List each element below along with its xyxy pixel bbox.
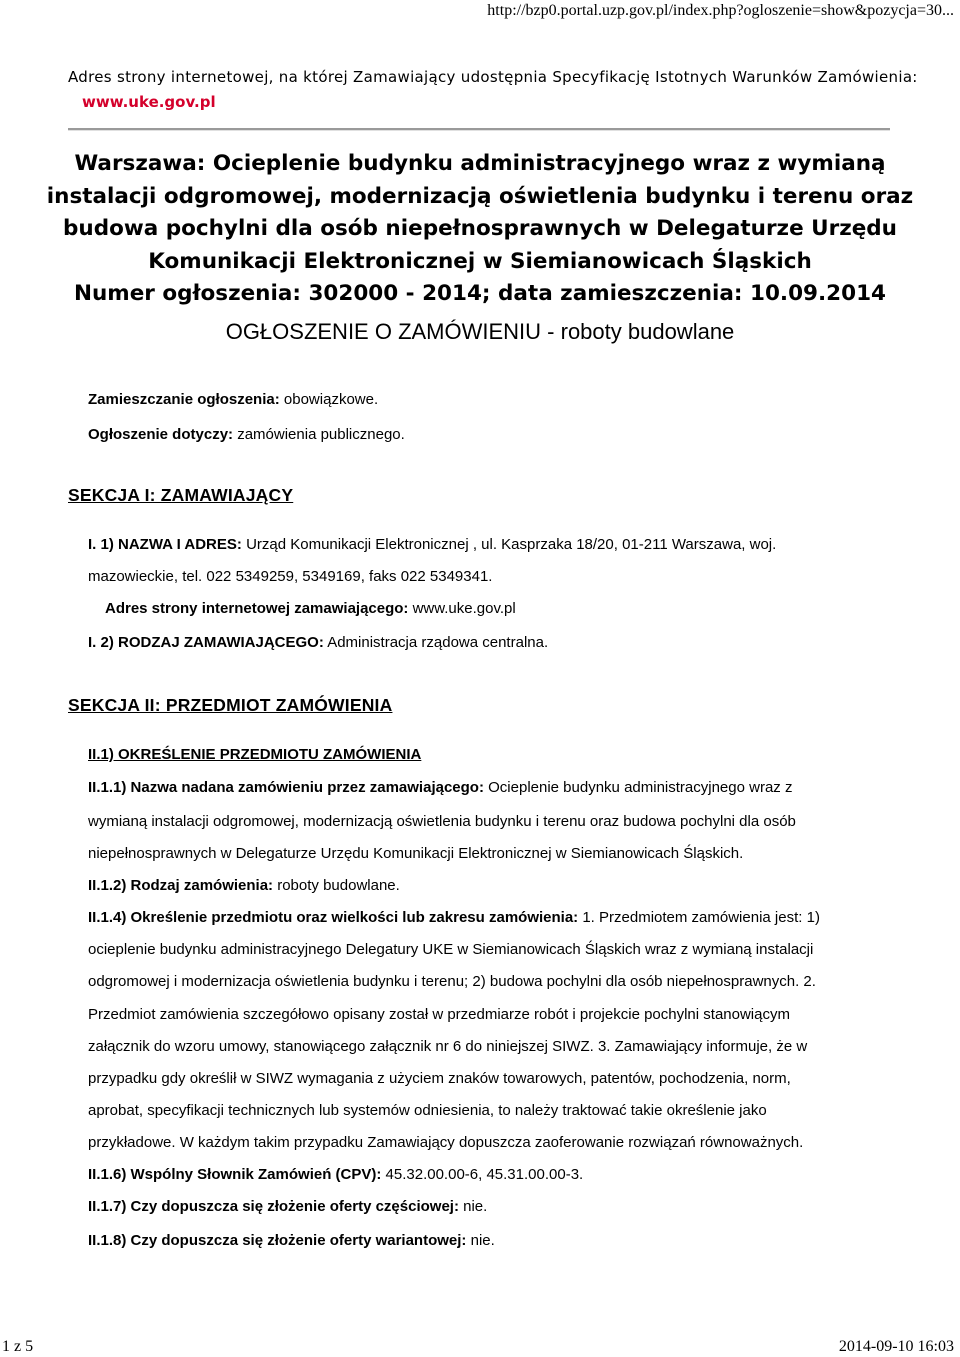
siwz-link[interactable]: www.uke.gov.pl	[82, 93, 216, 111]
partial-offer-label: II.1.7) Czy dopuszcza się złożenie oferty częściowej:	[88, 1198, 459, 1215]
contracting-name-value: Urząd Komunikacji Elektronicznej , ul. Kasprzaka 18/20, 01-211 Warszawa, woj.	[246, 536, 777, 553]
notice-title	[40, 148, 920, 311]
print-datetime: 2014-09-10 16:03	[838, 1338, 954, 1355]
scope-line: odgromowej i modernizacja oświetlenia budynku i terenu; 2) budowa pochylni dla osób niepełnosprawnych. 2.	[88, 973, 816, 990]
contract-kind-row	[88, 877, 400, 894]
website-label: Adres strony internetowej zamawiającego:	[105, 600, 409, 617]
contracting-website-row	[105, 600, 516, 617]
website-value: www.uke.gov.pl	[412, 600, 516, 617]
publication-value: obowiązkowe.	[283, 391, 379, 408]
contracting-type-value: Administracja rządowa centralna.	[327, 634, 549, 651]
section-1-heading: SEKCJA I: ZAMAWIAJĄCY	[68, 485, 294, 505]
partial-offer-row	[88, 1198, 487, 1215]
variant-offer-label: II.1.8) Czy dopuszcza się złożenie oferty wariantowej:	[88, 1232, 467, 1249]
scope-row	[88, 909, 820, 926]
title-line: instalacji odgromowej, modernizacją oświetlenia budynku i terenu oraz	[46, 183, 914, 209]
publication-row	[88, 391, 378, 408]
variant-offer-row	[88, 1232, 495, 1249]
divider	[68, 128, 890, 131]
notice-number-line: Numer ogłoszenia: 302000 - 2014; data zamieszczenia: 10.09.2014	[74, 281, 886, 306]
contract-kind-value: roboty budowlane.	[277, 877, 400, 894]
cpv-row	[88, 1166, 583, 1183]
contract-name-row	[88, 779, 792, 796]
contract-name-line: wymianą instalacji odgromowej, modernizacją oświetlenia budynku i terenu oraz budowa pochylni dla osób	[88, 813, 796, 830]
variant-offer-value: nie.	[470, 1232, 495, 1249]
cpv-label: II.1.6) Wspólny Słownik Zamówień (CPV):	[88, 1166, 382, 1183]
contracting-name-label: I. 1) NAZWA I ADRES:	[88, 536, 242, 553]
print-header-url: http://bzp0.portal.uzp.gov.pl/index.php?ogloszenie=show&pozycja=30...	[487, 2, 954, 19]
scope-line: załącznik do wzoru umowy, stanowiącego załącznik nr 6 do niniejszej SIWZ. 3. Zamawiający informuje, że w	[88, 1038, 808, 1055]
concerns-value: zamówienia publicznego.	[237, 426, 405, 443]
title-line: Komunikacji Elektronicznej w Siemianowicach Śląskich	[148, 248, 812, 274]
notice-type: OGŁOSZENIE O ZAMÓWIENIU - roboty budowlane	[225, 319, 735, 344]
scope-line: Przedmiot zamówienia szczegółowo opisany został w przedmiarze robót i projekcie pochylni stanowiącym	[88, 1006, 790, 1023]
title-line: budowa pochylni dla osób niepełnosprawnych w Delegaturze Urzędu	[63, 216, 897, 241]
scope-value: 1. Przedmiotem zamówienia jest: 1)	[582, 909, 820, 926]
section-2-1-heading: II.1) OKREŚLENIE PRZEDMIOTU ZAMÓWIENIA	[88, 746, 422, 763]
title-line: Warszawa: Ocieplenie budynku administracyjnego wraz z wymianą	[74, 151, 886, 176]
siwz-intro-text: Adres strony internetowej, na której Zamawiający udostępnia Specyfikację Istotnych Warunków Zamówienia:	[68, 68, 918, 86]
contracting-name-row	[88, 536, 776, 553]
partial-offer-value: nie.	[463, 1198, 488, 1215]
contracting-type-label: I. 2) RODZAJ ZAMAWIAJĄCEGO:	[88, 634, 324, 651]
scope-line: ocieplenie budynku administracyjnego Delegatury UKE w Siemianowicach Śląskich wraz z wymianą instalacji	[88, 941, 814, 958]
contracting-type-row	[88, 634, 548, 651]
scope-line: aprobat, specyfikacji technicznych lub systemów odniesienia, to należy traktować takie określenie jako	[88, 1102, 767, 1119]
contract-name-label: II.1.1) Nazwa nadana zamówieniu przez zamawiającego:	[88, 779, 484, 796]
section-2-heading: SEKCJA II: PRZEDMIOT ZAMÓWIENIA	[68, 695, 393, 715]
cpv-value: 45.32.00.00-6, 45.31.00.00-3.	[385, 1166, 584, 1183]
contract-name-line: niepełnosprawnych w Delegaturze Urzędu Komunikacji Elektronicznej w Siemianowicach Śląskich.	[88, 845, 744, 862]
publication-label: Zamieszczanie ogłoszenia:	[88, 391, 280, 408]
contract-name-value: Ocieplenie budynku administracyjnego wraz z	[488, 779, 793, 796]
concerns-row	[88, 426, 405, 443]
scope-label: II.1.4) Określenie przedmiotu oraz wielkości lub zakresu zamówienia:	[88, 909, 579, 926]
contracting-address-row: mazowieckie, tel. 022 5349259, 5349169, faks 022 5349341.	[88, 568, 493, 585]
concerns-label: Ogłoszenie dotyczy:	[88, 426, 234, 443]
scope-line: przypadku gdy określił w SIWZ wymagania z użyciem znaków towarowych, patentów, pochodzenia, norm,	[88, 1070, 791, 1087]
scope-line: przykładowe. W każdym takim przypadku Zamawiający dopuszcza zaoferowanie rozwiązań równoważnych.	[88, 1134, 804, 1151]
page-number: 1 z 5	[2, 1338, 34, 1355]
contract-kind-label: II.1.2) Rodzaj zamówienia:	[88, 877, 274, 894]
